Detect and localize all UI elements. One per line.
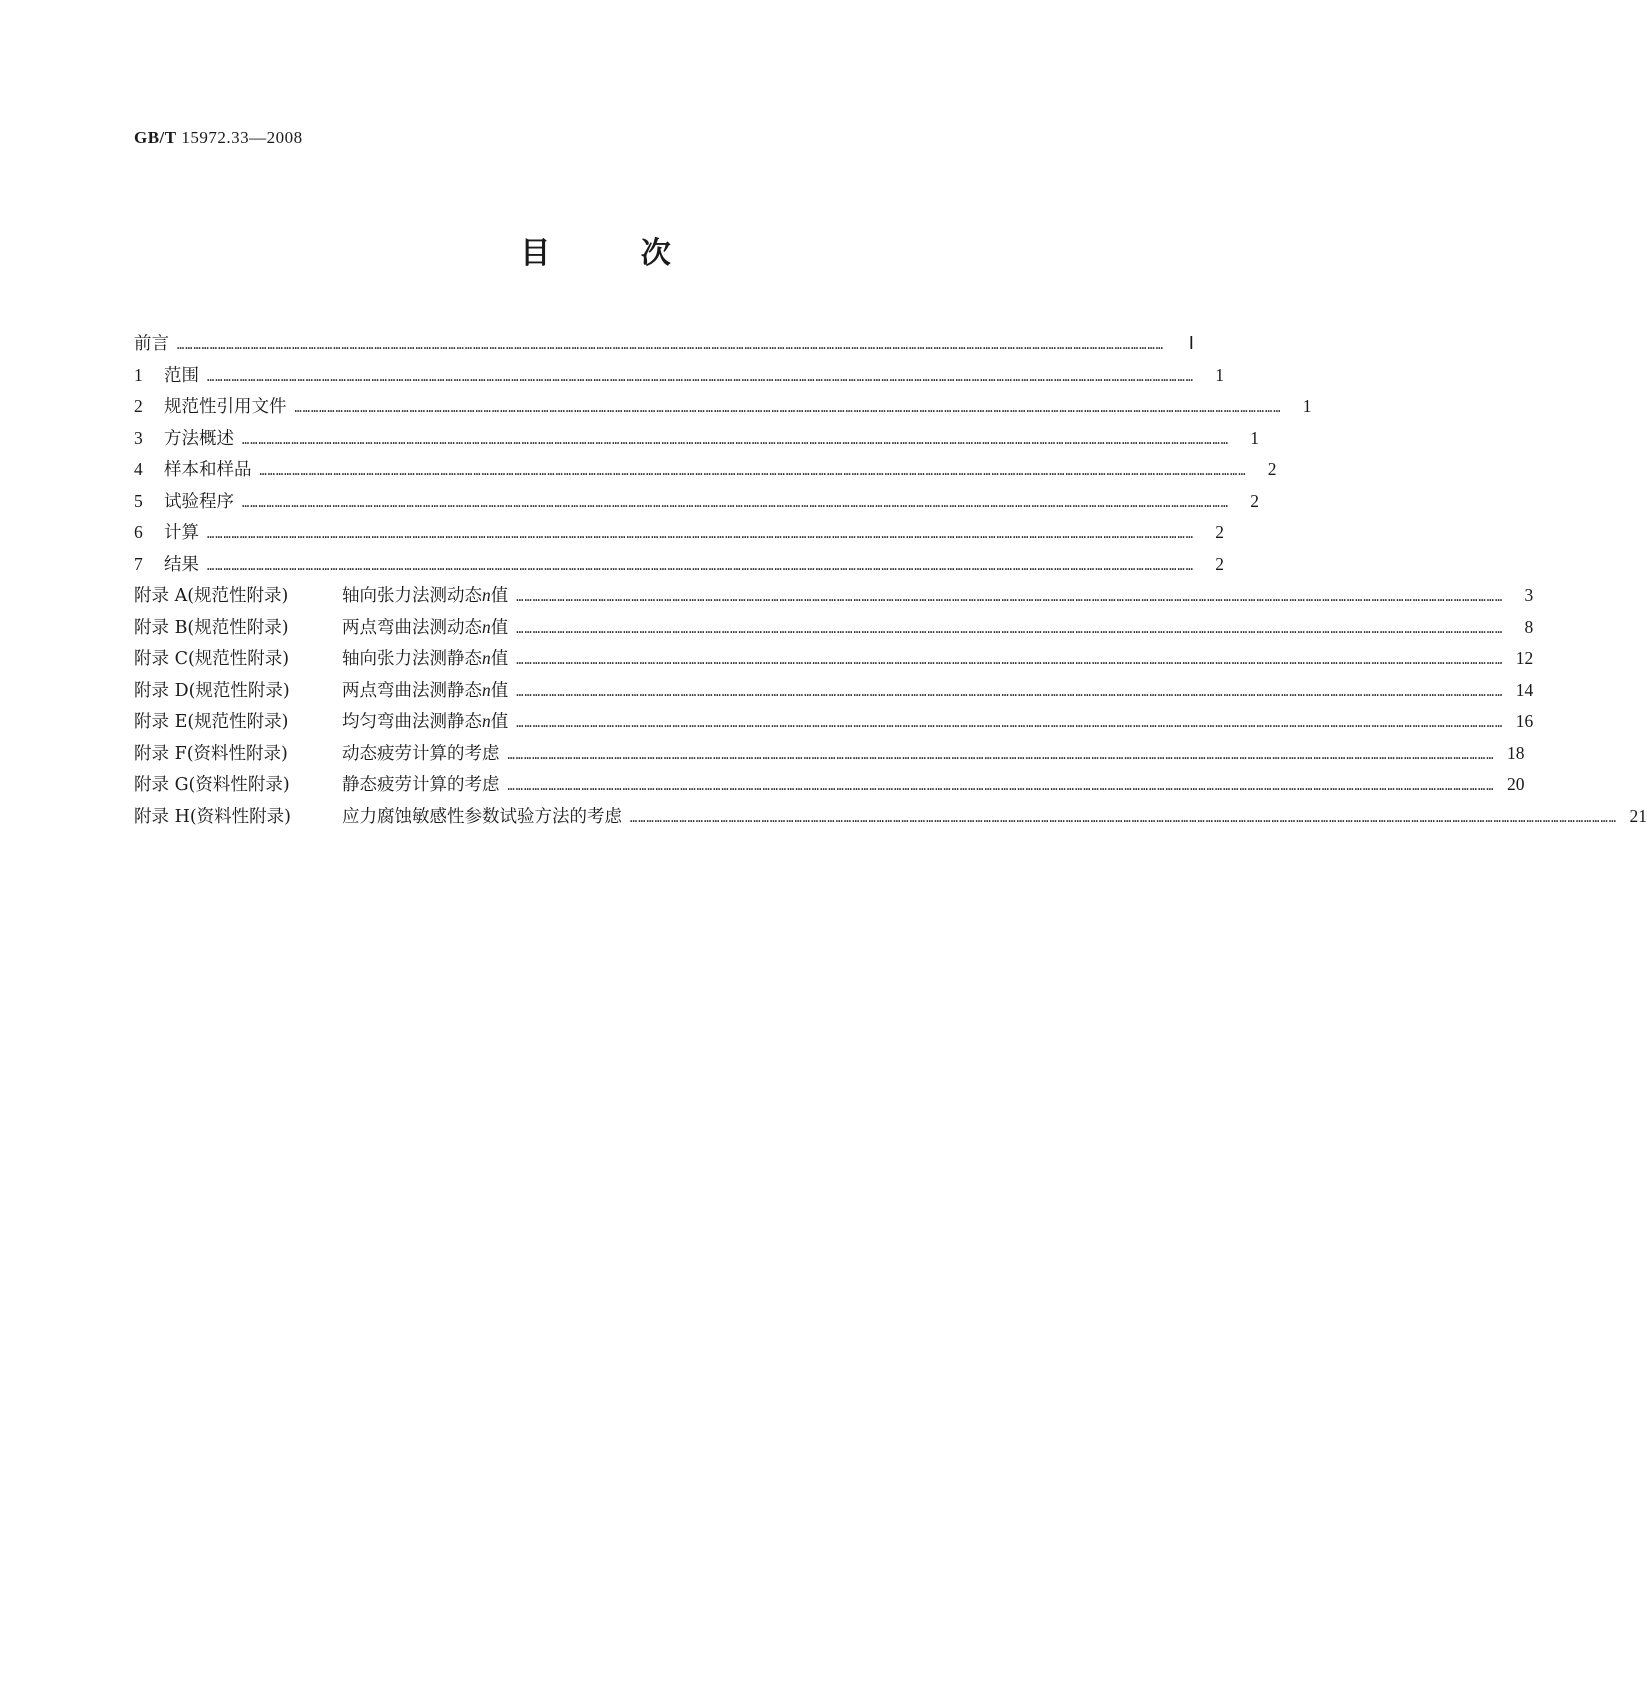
toc-entry-label-suffix: 值	[490, 649, 509, 669]
toc-entry-page-number: 3	[1524, 585, 1534, 605]
toc-entry-page-number: 2	[1215, 522, 1224, 542]
toc-entry-label-text: 规范性引用文件	[164, 397, 287, 417]
toc-entry-leader-dots: ………………………………………………………………………………………………………………………………………………………………………………………………………………………………………………………………………………………………………………………………	[242, 495, 1229, 510]
toc-entry-label-text: 计算	[164, 523, 199, 543]
toc-entry[interactable]	[134, 454, 1277, 486]
toc-entry-label-suffix: 值	[490, 586, 509, 606]
toc-entry-page-number: 2	[1215, 553, 1224, 574]
toc-entry-leader-dots: ………………………………………………………………………………………………………………………………………………………………………………………………………………………………………………………………………………………………………………………………	[516, 621, 1504, 636]
document-code	[134, 128, 303, 148]
toc-entry-label-text: 结果	[164, 554, 199, 575]
toc-entry[interactable]	[134, 328, 1194, 360]
toc-entry-variable: n	[482, 711, 491, 731]
toc-entry-label-text: 轴向张力法测静态	[342, 649, 482, 669]
toc-entry-leader-dots: ………………………………………………………………………………………………………………………………………………………………………………………………………………………………………………………………………………………………………………………………	[507, 747, 1495, 762]
toc-entry[interactable]	[134, 643, 1534, 675]
toc-entry-page-number: Ⅰ	[1188, 333, 1194, 353]
toc-entry-page-number: 21	[1629, 805, 1647, 826]
toc-entry-label	[164, 550, 207, 582]
toc-entry-label-suffix: 值	[490, 617, 509, 638]
toc-entry-label-text: 样本和样品	[164, 460, 252, 480]
toc-entry[interactable]	[134, 580, 1534, 612]
toc-entry-label-suffix: 值	[490, 712, 509, 732]
toc-entry-label	[342, 675, 516, 708]
toc-entry-label	[164, 361, 207, 393]
toc-entry-page-number: 1	[1250, 427, 1259, 448]
toc-entry-leader-dots: ………………………………………………………………………………………………………………………………………………………………………………………………………………………………………………………………………………………………………………………………	[259, 464, 1247, 478]
toc-entry[interactable]	[134, 391, 1312, 423]
toc-entry-number: 6	[134, 522, 143, 542]
toc-entry[interactable]	[134, 675, 1534, 707]
toc-entry-label-text: 两点弯曲法测动态	[342, 617, 482, 638]
toc-entry-appendix-prefix: 附录 A(规范性附录)	[134, 586, 289, 606]
toc-entry-leader-dots: ………………………………………………………………………………………………………………………………………………………………………………………………………………………………………………………………………………………………………………………………	[207, 369, 1194, 384]
toc-entry-label	[164, 424, 242, 456]
toc-entry-label-text: 前言	[134, 334, 169, 354]
toc-entry-label	[164, 487, 242, 519]
toc-entry-label	[164, 392, 295, 424]
toc-entry-label-text: 试验程序	[164, 491, 234, 512]
toc-entry-page-number: 16	[1515, 711, 1534, 731]
toc-entry-label	[164, 455, 260, 487]
toc-entry-label-text: 动态疲劳计算的考虑	[342, 743, 500, 764]
toc-entry-number: 7	[134, 553, 143, 574]
toc-entry-label-text: 轴向张力法测动态	[342, 586, 482, 606]
toc-entry[interactable]	[134, 738, 1525, 770]
toc-entry-label-text: 方法概述	[164, 428, 234, 449]
toc-entry-number: 5	[134, 490, 143, 511]
toc-entry-page-number: 12	[1515, 648, 1534, 668]
toc-entry-label-text: 静态疲劳计算的考虑	[342, 775, 500, 795]
toc-entry-leader-dots: ………………………………………………………………………………………………………………………………………………………………………………………………………………………………………………………………………………………………………………………………	[630, 810, 1617, 825]
toc-entry-variable: n	[482, 679, 491, 700]
toc-entry-label-text: 两点弯曲法测静态	[342, 680, 482, 701]
toc-entry-page-number: 20	[1506, 774, 1525, 794]
toc-entry-label	[342, 643, 516, 676]
toc-entry-page-number: 18	[1506, 742, 1525, 763]
toc-entry[interactable]	[134, 769, 1525, 801]
toc-entry-label	[134, 329, 177, 361]
toc-entry-leader-dots: ………………………………………………………………………………………………………………………………………………………………………………………………………………………………………………………………………………………………………………………………	[516, 716, 1504, 730]
toc-entry[interactable]	[134, 486, 1259, 518]
toc-entry-leader-dots: ………………………………………………………………………………………………………………………………………………………………………………………………………………………………………………………………………………………………………………………………	[177, 338, 1164, 352]
document-code-number: 15972.33—2008	[176, 128, 303, 147]
toc-entry-leader-dots: ………………………………………………………………………………………………………………………………………………………………………………………………………………………………………………………………………………………………………………………………	[207, 527, 1194, 541]
toc-entry-leader-dots: ………………………………………………………………………………………………………………………………………………………………………………………………………………………………………………………………………………………………………………………………	[516, 653, 1504, 667]
toc-entry-label	[342, 770, 508, 802]
toc-entry-appendix-prefix: 附录 G(资料性附录)	[134, 775, 290, 795]
toc-entry-number: 2	[134, 396, 143, 416]
toc-entry-label	[342, 612, 516, 645]
toc-entry-leader-dots: ………………………………………………………………………………………………………………………………………………………………………………………………………………………………………………………………………………………………………………………………	[294, 401, 1282, 415]
toc-entry-number: 4	[134, 459, 143, 479]
toc-entry-leader-dots: ………………………………………………………………………………………………………………………………………………………………………………………………………………………………………………………………………………………………………………………………	[516, 684, 1504, 699]
toc-entry-label-text: 均匀弯曲法测静态	[342, 712, 482, 732]
toc-entry-leader-dots: ………………………………………………………………………………………………………………………………………………………………………………………………………………………………………………………………………………………………………………………………	[242, 432, 1229, 447]
toc-entry-appendix-prefix: 附录 D(规范性附录)	[134, 680, 290, 701]
toc-entry-leader-dots: ………………………………………………………………………………………………………………………………………………………………………………………………………………………………………………………………………………………………………………………………	[207, 558, 1194, 573]
toc-entry-appendix-prefix: 附录 H(资料性附录)	[134, 806, 291, 827]
toc-entry[interactable]	[134, 549, 1224, 581]
toc-entry-leader-dots: ………………………………………………………………………………………………………………………………………………………………………………………………………………………………………………………………………………………………………………………………	[516, 590, 1504, 604]
toc-entry-label	[342, 802, 630, 834]
toc-entry-page-number: 8	[1524, 616, 1534, 637]
toc-entry[interactable]	[134, 801, 1647, 833]
toc-entry[interactable]	[134, 360, 1224, 392]
toc-entry-label-text: 范围	[164, 365, 199, 386]
document-code-prefix: GB/T	[134, 128, 177, 147]
page-title: 目 次	[520, 236, 711, 271]
toc-entry-appendix-prefix: 附录 C(规范性附录)	[134, 649, 290, 669]
toc-entry-number: 1	[134, 364, 143, 385]
toc-entry[interactable]	[134, 706, 1534, 738]
toc-entry-appendix-prefix: 附录 E(规范性附录)	[134, 712, 289, 732]
toc-entry-label	[164, 518, 207, 550]
toc-entry[interactable]	[134, 517, 1224, 549]
toc-entry-appendix-prefix: 附录 F(资料性附录)	[134, 743, 288, 764]
toc-entry-page-number: 1	[1302, 396, 1312, 416]
toc-entry-page-number: 1	[1215, 364, 1224, 385]
toc-entry-page-number: 2	[1250, 490, 1259, 511]
toc-entry-page-number: 2	[1267, 459, 1277, 479]
toc-entry-label-suffix: 值	[490, 680, 509, 701]
toc-entry-label	[342, 706, 516, 739]
toc-entry-page-number: 14	[1515, 679, 1534, 700]
toc-entry-number: 3	[134, 427, 143, 448]
toc-entry-label	[342, 739, 508, 771]
toc-entry[interactable]	[134, 612, 1534, 644]
toc-entry-appendix-prefix: 附录 B(规范性附录)	[134, 617, 289, 638]
table-of-contents	[134, 328, 1647, 832]
toc-entry-variable: n	[482, 585, 491, 605]
toc-entry-leader-dots: ………………………………………………………………………………………………………………………………………………………………………………………………………………………………………………………………………………………………………………………………	[507, 779, 1495, 793]
toc-entry-label-text: 应力腐蚀敏感性参数试验方法的考虑	[342, 806, 622, 827]
toc-entry-variable: n	[482, 648, 491, 668]
toc-entry-variable: n	[482, 616, 491, 637]
toc-entry-label	[342, 580, 516, 613]
toc-entry[interactable]	[134, 423, 1259, 455]
